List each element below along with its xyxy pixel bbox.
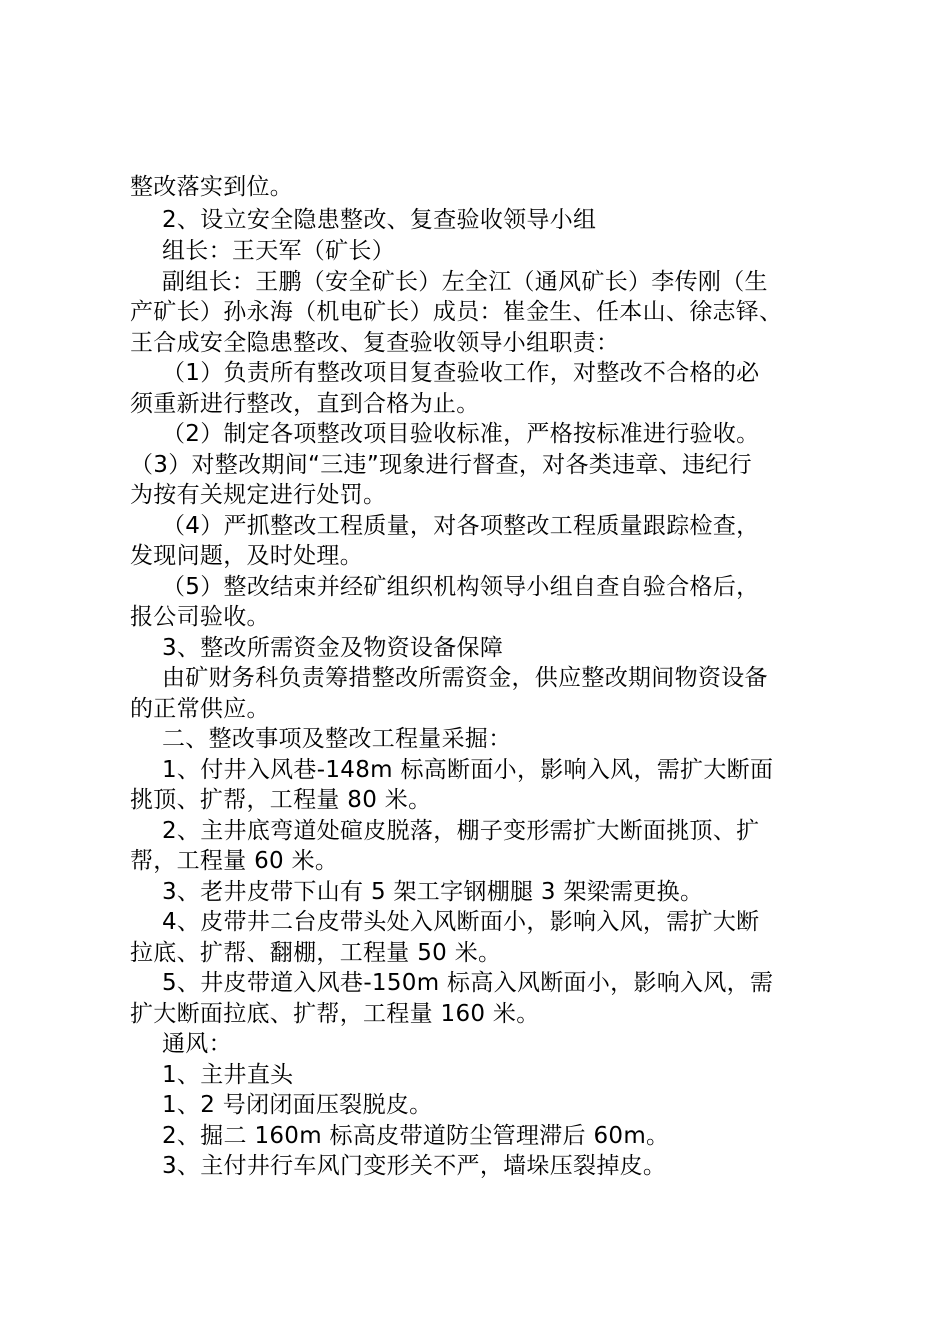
text-line: 整改落实到位。 [130,174,294,200]
text-line: 须重新进行整改，直到合格为止。 [130,391,480,417]
text-line: 产矿长）孙永海（机电矿长）成员：崔金生、任本山、徐志铎、 [130,299,783,325]
text-line: 3、整改所需资金及物资设备保障 [162,635,504,661]
text-line: 1、付井入风巷-148m 标高断面小，影响入风，需扩大断面 [162,757,774,783]
text-line: 二、整改事项及整改工程量采掘： [162,726,512,752]
text-line: （1）负责所有整改项目复查验收工作，对整改不合格的必 [162,360,760,386]
text-line: 2、设立安全隐患整改、复查验收领导小组 [162,207,597,233]
text-line: 4、皮带井二台皮带头处入风断面小，影响入风，需扩大断 [162,909,760,935]
text-line: 副组长：王鹏（安全矿长）左全江（通风矿长）李传刚（生 [162,269,768,295]
text-line: 5、井皮带道入风巷-150m 标高入风断面小，影响入风，需 [162,970,774,996]
text-line: 拉底、扩帮、翻棚，工程量 50 米。 [130,940,502,966]
text-line: 3、主付井行车风门变形关不严，墙垛压裂掉皮。 [162,1153,667,1179]
text-line: 通风： [162,1031,232,1057]
text-line: 扩大断面拉底、扩帮，工程量 160 米。 [130,1001,540,1027]
text-line: 组长：王天军（矿长） [162,238,395,264]
text-line: （2）制定各项整改项目验收标准，严格按标准进行验收。 [162,421,760,447]
text-line: 由矿财务科负责筹措整改所需资金，供应整改期间物资设备 [162,665,768,691]
text-line: 报公司验收。 [130,604,270,630]
text-line: 3、老井皮带下山有 5 架工字钢棚腿 3 架梁需更换。 [162,879,704,905]
text-line: （4）严抓整改工程质量，对各项整改工程质量跟踪检查， [162,513,760,539]
text-line: 1、主井直头 [162,1062,294,1088]
text-line: 1、2 号闭闭面压裂脱皮。 [162,1092,433,1118]
text-line: （5）整改结束并经矿组织机构领导小组自查自验合格后， [162,574,760,600]
text-line: （3）对整改期间“三违”现象进行督查，对各类违章、违纪行 [130,452,752,478]
text-line: 2、主井底弯道处碹皮脱落，棚子变形需扩大断面挑顶、扩 [162,818,760,844]
text-line: 为按有关规定进行处罚。 [130,482,387,508]
text-line: 王合成安全隐患整改、复查验收领导小组职责： [130,330,620,356]
text-line: 2、掘二 160m 标高皮带道防尘管理滞后 60m。 [162,1123,670,1149]
text-line: 帮，工程量 60 米。 [130,848,339,874]
text-line: 的正常供应。 [130,696,270,722]
text-line: 挑顶、扩帮，工程量 80 米。 [130,787,432,813]
text-line: 发现问题，及时处理。 [130,543,363,569]
